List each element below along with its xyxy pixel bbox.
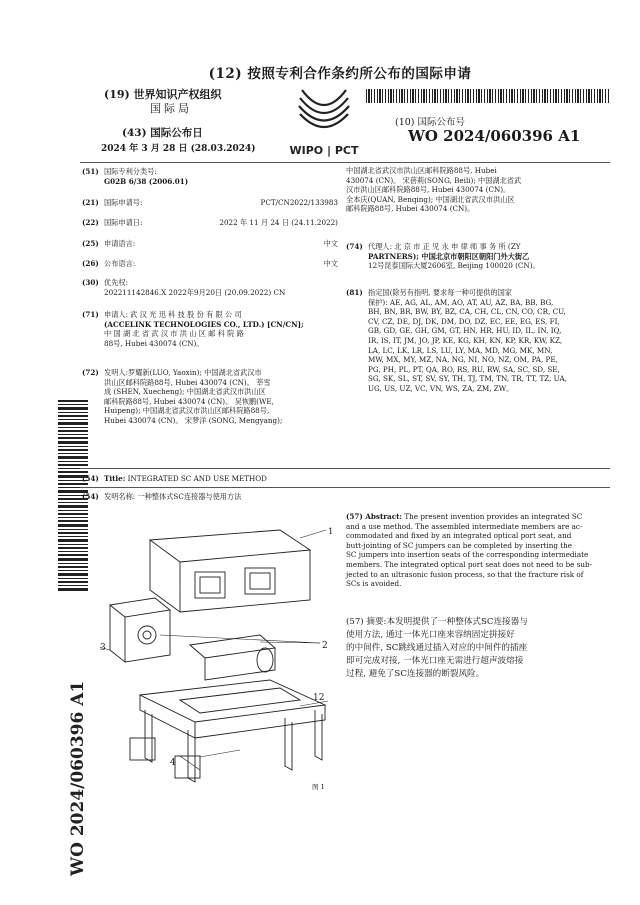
patent-figure [100, 520, 340, 800]
wipo-logo-text: WIPO | PCT [289, 144, 359, 157]
svg-text:1: 1 [328, 527, 334, 537]
field-30: (30) 优先权: 202211142846.X 2022年9月20日 (20.09.2022) CN [82, 278, 286, 297]
field-51: (51) 国际专利分类号: G02B 6/38 (2006.01) [82, 167, 189, 186]
field-81-states: (81) 指定国(除另有指明, 要求每一种可提供的国家 保护): AE, AG, AL, AM, AO, AT, AU, AZ, BA, BB, BG, BH, BN, BR, BW, BY, BZ, CA, CH, CL, CN, CO, CR, CU, CV, CZ, DE, DJ, DK, DM, DO, DZ, EC, EE, EG, ES, FI, GB, GD, GE, GH, GM, GT, HN, HR, HU, ID, IL, IN, IQ, IR, IS, IT, JM, JO, JP, KE, KG, KH, KN, KP, KR, KW, KZ, LA, LC, LK, LR, LS, LU, LY, MA, MD, MG, MK, MN, MW, MX, MY, MZ, NA, NG, NI, NO, NZ, OM, PA, PE, PG, PH, PL, PT, QA, RO, RS, RU, RW, SA, SC, SD, SE, SG, SK, SL, ST, SV, SY, TH, TJ, TM, TN, TR, TT, TZ, UA, UG, US, UZ, VC, VN, WS, ZA, ZM, ZW。 [346, 288, 567, 393]
organization-bureau: 国际局 [150, 102, 192, 115]
field-21: (21) 国际申请号: PCT/CN2022/133983 [82, 198, 338, 207]
side-number-text: WO 2024/060396 A1 [68, 680, 88, 876]
field-74-agent: (74) 代理人: 北 京 市 正 见 永 申 律 师 事 务 所 (ZY PARTNERS); 中国北京市朝阳区朝阳门外大街乙 12号昆泰国际大厦2606室, Beijing 100020 (CN)。 [346, 242, 540, 271]
title-divider [80, 487, 610, 488]
field-72: (72) 发明人:罗耀新(LUO, Yaoxin); 中国湖北省武汉市 洪山区邮科院路88号, Hubei 430074 (CN)。 莘雪 成 (SHEN, Xuecheng); 中国湖北省武汉市洪山区 邮科院路88号, Hubei 430074 (CN)。 吴恢鹏(WE, Huipeng); 中国湖北省武汉市洪山区邮科院路88号, Hubei 430074 (CN)。 宋梦洋 (SONG, Mengyang); [82, 368, 283, 425]
svg-text:3: 3 [100, 643, 106, 653]
wipo-logo-icon [272, 80, 376, 158]
publication-date-label: (43) 国际公布日 [122, 127, 203, 139]
svg-text:2: 2 [322, 641, 328, 651]
organization-name: (19) 世界知识产权组织 [104, 88, 222, 101]
publication-number-label: (10) 国际公布号 [395, 117, 466, 128]
abstract-english: (57) Abstract: The present invention provides an integrated SC and a use method. The assembled intermediate members are ac- commodated and fixed by an integrated optical port seat, and butt-jointing of SC jumpers can be completed by inserting the SC jumpers into insertion seats of the corresponding intermediate members. The integrated optical port seat does not need to be sub- jected to an ultrasonic fusion process, so that the fracture risk of SCs is avoided. [346, 512, 593, 589]
svg-text:4: 4 [170, 758, 176, 768]
field-71: (71) 申请人: 武 汉 光 迅 科 技 股 份 有 限 公 司 (ACCELINK TECHNOLOGIES CO., LTD.) [CN/CN]; 中 国 湖 北 省 武 汉 市 洪 山 区 邮 科 院 路 88号, Hubei 430074 (CN)。 [82, 310, 304, 348]
field-25: (25) 申请语言: 中文 [82, 239, 338, 248]
svg-text:12: 12 [313, 693, 325, 703]
header-divider [80, 162, 610, 163]
inventors-continued: 中国湖北省武汉市洪山区邮科院路88号, Hubei 430074 (CN)。 宋蓓莉(SONG, Beili); 中国湖北省武 汉市洪山区邮科院路88号, Hubei 430074 (CN)。 全本庆(QUAN, Benqing); 中国湖北省武汉市洪山区 邮科院路88号, Hubei 430074 (CN)。 [346, 166, 522, 214]
publication-date: 2024 年 3 月 28 日 (28.03.2024) [101, 144, 256, 154]
field-22: (22) 国际申请日: 2022 年 11 月 24 日 (24.11.2022) [82, 218, 338, 227]
title-english: (54) Title: INTEGRATED SC AND USE METHOD [82, 474, 267, 483]
field-26: (26) 公布语言: 中文 [82, 259, 338, 268]
document-title: (12) 按照专利合作条约所公布的国际申请 [208, 66, 472, 82]
title-chinese: (54) 发明名称: 一种整体式SC连接器与使用方法 [82, 492, 242, 501]
figure-caption: 图 1 [312, 783, 325, 791]
side-publication-number [56, 400, 94, 880]
biblio-divider [80, 468, 610, 469]
abstract-chinese: (57) 摘要:本发明提供了一种整体式SC连接器与 使用方法, 通过一体光口座来容纳固定拼接好 的中间件, SC跳线通过插入对应的中间件的插座 即可完成对接, 一体光口座无需进行超声波熔接 过程, 避免了SC连接器的断裂风险。 [346, 617, 528, 679]
barcode [366, 89, 610, 103]
publication-number: WO 2024/060396 A1 [408, 127, 581, 145]
